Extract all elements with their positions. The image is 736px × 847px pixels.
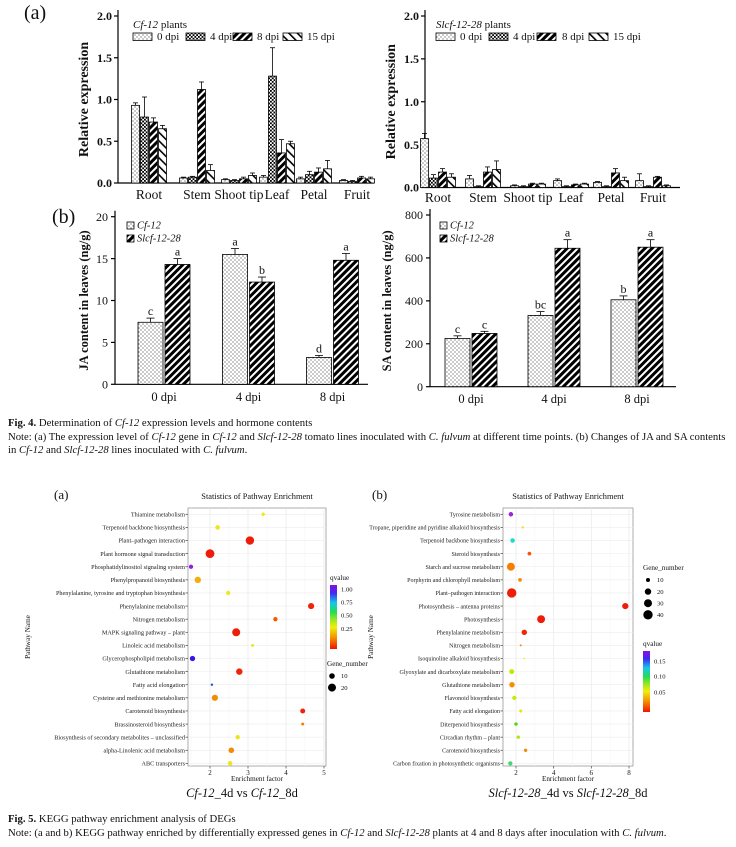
y-tick-label: 20 — [96, 209, 108, 224]
legend-swatch — [440, 235, 447, 242]
sig-letter: b — [620, 281, 627, 296]
legend-label: 0 dpi — [157, 31, 180, 43]
pathway-dot — [273, 617, 277, 621]
chart-ja-content — [0, 205, 380, 417]
fig4-caption-title: Fig. 4. Determination of Cf-12 expression levels and hormone contents — [8, 417, 313, 429]
pathway-dot — [507, 588, 516, 597]
sig-letter: bc — [534, 297, 547, 312]
pathway-label: Glutathione metabolism — [125, 668, 185, 676]
pathway-dot — [537, 615, 545, 623]
bar — [307, 357, 332, 384]
pathway-dot — [528, 552, 532, 556]
pathway-label: Terpenoid backbone biosynthesis — [102, 524, 185, 532]
y-tick-label: 200 — [405, 336, 423, 351]
category-label: Fruit — [639, 190, 667, 205]
bar — [222, 180, 230, 183]
pathway-dot — [261, 513, 264, 516]
legend-swatch — [127, 222, 134, 229]
pathway-label: Photosynthesis – antenna proteins — [418, 604, 500, 611]
x-tick-label: 4 — [284, 769, 288, 777]
y-tick-label: 0.5 — [404, 137, 419, 152]
category-label: 0 dpi — [151, 390, 177, 404]
chart-expression-cf12 — [0, 0, 380, 214]
pathway-label: Carbon fixation in photosynthetic organisms — [393, 761, 500, 768]
gene-legend-title: Gene_number — [327, 660, 368, 668]
bar — [141, 117, 149, 183]
legend-label: Slcf-12-28 — [450, 233, 494, 245]
gene-legend-label: 10 — [657, 577, 664, 585]
pathway-dot — [236, 735, 240, 739]
legend-label: Cf-12 — [137, 220, 161, 232]
y-axis-label: Relative expression — [384, 44, 399, 160]
pathway-dot — [517, 735, 520, 738]
bar — [358, 178, 366, 183]
qvalue-tick-label: 0.50 — [341, 612, 353, 620]
category-label: Fruit — [343, 187, 371, 202]
pathway-dot — [514, 722, 517, 725]
sig-letter: a — [174, 244, 181, 259]
gene-legend-dot — [328, 684, 336, 692]
category-label: Shoot tip — [503, 190, 553, 205]
gene-legend-label: 30 — [657, 600, 664, 608]
bar — [297, 179, 305, 183]
bar — [475, 187, 483, 188]
x-tick-label: 4 — [551, 769, 556, 777]
pathway-label: Plant–pathogen interaction — [118, 537, 185, 545]
pathway-label: Phenylpropanoid biosynthesis — [110, 577, 185, 585]
legend-swatch — [436, 33, 455, 41]
category-label: Root — [135, 187, 163, 202]
bar — [621, 181, 629, 188]
bar — [306, 175, 314, 183]
fig5-panel-b-label: (b) — [372, 487, 388, 502]
pathway-dot — [518, 578, 522, 582]
pathway-label: Diterpenoid biosynthesis — [440, 722, 500, 729]
y-axis-label: JA content in leaves (ng/g) — [77, 230, 91, 371]
bar — [249, 175, 257, 183]
kegg-b-comparison-label: Slcf-12-28_4d vs Slcf-12-28_8d — [488, 786, 648, 800]
qvalue-tick-label: 1.00 — [341, 586, 353, 594]
legend-label: 4 dpi — [513, 31, 536, 43]
category-label: Leaf — [558, 190, 584, 205]
legend-label: 4 dpi — [210, 31, 233, 43]
pathway-label: Phosphatidylinositol signaling system — [91, 563, 185, 571]
bar — [207, 170, 215, 183]
bar — [324, 169, 332, 183]
pathway-label: Glutathione metabolism — [442, 682, 500, 689]
sig-letter: a — [343, 239, 349, 254]
pathway-label: Glycerophospholipid metabolism — [102, 655, 185, 663]
pathway-label: Plant–pathogen interaction — [435, 591, 500, 598]
category-label: Shoot tip — [214, 187, 264, 202]
legend-label: 0 dpi — [460, 31, 483, 43]
pathway-dot — [522, 526, 524, 528]
pathway-dot — [509, 669, 514, 674]
bar — [223, 254, 248, 384]
pathway-dot — [189, 565, 193, 569]
bar — [340, 180, 348, 183]
bar-chart-ja — [77, 210, 368, 404]
bar — [349, 181, 357, 183]
pathway-label: Plant hormone signal transduction — [100, 550, 185, 558]
pathway-label: Flavonoid biosynthesis — [444, 696, 500, 703]
y-tick-label: 600 — [405, 251, 423, 266]
fig5-panel-a-label: (a) — [54, 487, 69, 502]
bar — [611, 300, 636, 387]
gene-legend-dot — [643, 610, 652, 619]
pathway-label: Glyoxylate and dicarboxylate metabolism — [399, 669, 500, 676]
bubble-chart-kegg-a — [24, 492, 368, 783]
pathway-label: Tyrosine metabolism — [449, 512, 500, 519]
pathway-dot — [308, 603, 314, 609]
pathway-label: alpha-Linolenic acid metabolism — [103, 747, 185, 755]
qvalue-tick-label: 0.15 — [654, 658, 666, 666]
chart-kegg-enrichment-cf12 — [20, 485, 380, 803]
y-tick-label: 1.5 — [404, 52, 419, 67]
pathway-dot — [301, 723, 304, 726]
legend-swatch — [186, 33, 205, 41]
fig4-caption-note-line1: Note: (a) The expression level of Cf-12 gene in Cf-12 and Slcf-12-28 tomato lines inoculated with C. fulvum at different time points. (b) Changes of JA and SA contents — [8, 431, 726, 443]
bar — [287, 144, 295, 183]
x-tick-label: 5 — [322, 769, 326, 777]
pathway-dot — [509, 682, 514, 687]
qvalue-tick-label: 0.10 — [654, 673, 666, 681]
bar — [269, 76, 277, 183]
bar — [493, 169, 501, 187]
gene-legend-label: 20 — [657, 588, 664, 596]
pathway-label: Phenylalanine metabolism — [119, 603, 185, 611]
legend-swatch — [233, 33, 252, 41]
y-tick-label: 400 — [405, 294, 423, 309]
pathway-label: Photosynthesis — [463, 617, 500, 624]
bar — [250, 282, 275, 384]
y-tick-label: 800 — [405, 208, 423, 223]
category-label: Leaf — [264, 187, 290, 202]
bar — [612, 173, 620, 188]
sig-letter: a — [564, 225, 571, 240]
x-axis-label: Enrichment factor — [230, 775, 284, 783]
chart-expression-slcf12-28 — [368, 0, 736, 214]
bar — [189, 177, 197, 183]
pathway-label: Brassinosteroid biosynthesis — [114, 721, 185, 729]
y-tick-label: 2.0 — [97, 9, 112, 24]
y-tick-label: 0.5 — [97, 134, 112, 149]
legend-label: Cf-12 — [450, 220, 474, 232]
pathway-label: MAPK signaling pathway – plant — [101, 629, 185, 637]
bar — [260, 177, 268, 183]
y-tick-label: 0 — [102, 377, 108, 392]
category-label: Petal — [300, 187, 328, 202]
legend-swatch — [133, 33, 152, 41]
x-tick-label: 8 — [627, 769, 631, 777]
y-tick-label: 10 — [96, 293, 108, 308]
pathway-dot — [206, 549, 215, 558]
pathway-dot — [229, 747, 235, 753]
y-axis-label: Relative expression — [77, 41, 92, 158]
pathway-dot — [195, 577, 201, 583]
category-label: Stem — [183, 187, 211, 202]
gene-legend-label: 10 — [341, 673, 348, 681]
bar — [159, 129, 167, 183]
bubble-chart-kegg-b — [367, 492, 684, 783]
pathway-dot — [300, 708, 305, 713]
sig-letter: a — [232, 234, 238, 249]
pathway-label: Phenylalanine, tyrosine and tryptophan biosynthesis — [55, 590, 185, 598]
legend-label: 8 dpi — [257, 31, 280, 43]
bar — [654, 177, 662, 187]
legend-swatch — [127, 235, 134, 242]
pathway-dot — [520, 644, 522, 646]
sig-letter: a — [647, 225, 654, 240]
pathway-dot — [190, 656, 195, 661]
pathway-label: Cysteine and methionine metabolism — [93, 695, 185, 703]
pathway-dot — [246, 536, 254, 544]
bar — [132, 105, 140, 183]
pathway-dot — [510, 538, 515, 543]
bar — [138, 322, 163, 384]
y-tick-label: 0 — [417, 379, 423, 394]
gene-legend-dot — [329, 673, 335, 679]
bar-chart-expr-slcf — [384, 9, 680, 205]
pathway-dot — [236, 668, 242, 674]
x-tick-label: 3 — [246, 769, 250, 777]
bar — [278, 153, 286, 183]
y-axis-label: Pathway Name — [24, 615, 32, 659]
pathway-dot — [522, 630, 527, 635]
fig4-panel-b-label: (b) — [52, 206, 76, 228]
bar — [334, 260, 359, 384]
y-axis-label: Pathway Name — [367, 615, 375, 659]
pathway-label: Tropane, piperidine and pyridine alkaloid biosynthesis — [369, 525, 500, 532]
bar — [520, 187, 528, 188]
y-tick-label: 1.5 — [97, 50, 112, 65]
pathway-label: Biosynthesis of secondary metabolites – unclassified — [54, 734, 185, 742]
sig-letter: c — [481, 317, 488, 332]
pathway-dot — [228, 761, 233, 766]
bar — [638, 247, 663, 387]
legend-title: Slcf-12-28 plants — [436, 19, 511, 31]
pathway-dot — [211, 684, 213, 686]
sig-letter: c — [147, 304, 154, 319]
pathway-dot — [507, 563, 515, 571]
bar — [581, 184, 589, 187]
pathway-dot — [212, 695, 218, 701]
legend-label: 8 dpi — [562, 31, 585, 43]
bar — [439, 172, 447, 187]
pathway-label: Porphyrin and chlorophyll metabolism — [407, 578, 500, 585]
pathway-label: Fatty acid elongation — [132, 681, 185, 689]
category-label: 4 dpi — [235, 390, 262, 404]
category-label: 0 dpi — [458, 392, 484, 406]
bar — [198, 89, 206, 183]
legend-label: 15 dpi — [307, 31, 335, 43]
panel — [503, 508, 633, 766]
bar — [448, 177, 456, 187]
legend-label: Slcf-12-28 — [137, 233, 181, 245]
chart-title: Statistics of Pathway Enrichment — [201, 492, 313, 501]
pathway-dot — [251, 644, 254, 647]
legend-swatch — [589, 33, 608, 41]
pathway-dot — [524, 658, 526, 660]
bar — [180, 178, 188, 183]
legend-swatch — [489, 33, 508, 41]
kegg-a-comparison-label: Cf-12_4d vs Cf-12_8d — [186, 786, 298, 800]
qvalue-tick-label: 0.75 — [341, 599, 353, 607]
pathway-label: Terpenoid backbone biosynthesis — [420, 538, 500, 545]
x-axis-label: Enrichment factor — [541, 775, 595, 783]
gene-legend-label: 20 — [341, 684, 348, 692]
gene-legend-dot — [644, 599, 652, 607]
fig4-panel-a-label: (a) — [24, 2, 47, 24]
pathway-dot — [622, 603, 628, 609]
bar — [421, 139, 429, 188]
x-tick-label: 2 — [208, 769, 212, 777]
category-label: Root — [424, 190, 452, 205]
bar — [165, 264, 190, 384]
fig5-caption-note: Note: (a and b) KEGG pathway enriched by differentially expressed genes in Cf-12 and Slcf-12-28 plants at 4 and 8 days after inoculation with C. fulvum. — [8, 827, 667, 839]
pathway-label: Thiamine metabolism — [130, 511, 185, 519]
pathway-label: Nitrogen metabolism — [132, 616, 185, 624]
pathway-label: Carotenoid biosynthesis — [125, 708, 185, 716]
bar — [603, 187, 611, 188]
bar — [466, 179, 474, 188]
sig-letter: c — [454, 321, 461, 336]
qvalue-gradient — [330, 585, 337, 649]
bar — [529, 184, 537, 187]
pathway-label: Phenylalanine metabolism — [436, 630, 500, 637]
y-tick-label: 1.0 — [97, 92, 112, 107]
category-label: Petal — [597, 190, 625, 205]
gene-legend-dot — [645, 588, 651, 594]
bar-chart-expr-cf12 — [77, 9, 375, 202]
pathway-label: Isoquinoline alkaloid biosynthesis — [418, 656, 500, 663]
category-label: Stem — [469, 190, 497, 205]
gene-legend-label: 40 — [657, 612, 664, 619]
category-label: 8 dpi — [624, 392, 650, 406]
bar — [594, 182, 602, 187]
chart-sa-content — [368, 205, 736, 417]
bar — [663, 186, 671, 188]
pathway-dot — [519, 709, 522, 712]
y-tick-label: 5 — [102, 335, 108, 350]
legend-title: Cf-12 plants — [133, 19, 188, 31]
y-axis-label: SA content in leaves (ng/g) — [380, 230, 394, 372]
pathway-label: Fatty acid elongation — [449, 709, 500, 716]
category-label: 4 dpi — [541, 392, 567, 406]
pathway-label: Linoleic acid metabolism — [122, 642, 185, 650]
y-tick-label: 2.0 — [404, 9, 419, 24]
legend-swatch — [537, 33, 556, 41]
bar — [315, 172, 323, 183]
legend-label: 15 dpi — [613, 31, 641, 43]
sig-letter: d — [316, 341, 322, 356]
fig4-caption-note-line2: in Cf-12 and Slcf-12-28 lines inoculated with C. fulvum. — [8, 444, 248, 456]
pathway-label: Steroid biosynthesis — [451, 551, 500, 558]
bar — [555, 248, 580, 386]
pathway-label: Carotenoid biosynthesis — [442, 748, 500, 755]
bar — [240, 179, 248, 183]
bar — [484, 172, 492, 187]
y-tick-label: 0.0 — [97, 176, 112, 191]
pathway-dot — [508, 761, 512, 765]
bar — [231, 180, 239, 183]
bar — [572, 185, 580, 188]
fig5-caption-title: Fig. 5. KEGG pathway enrichment analysis of DEGs — [8, 813, 236, 825]
bar — [554, 181, 562, 188]
pathway-dot — [232, 628, 240, 636]
pathway-dot — [509, 512, 514, 517]
bar — [563, 187, 571, 188]
bar — [511, 186, 519, 188]
bar-chart-sa — [380, 208, 676, 406]
pathway-dot — [215, 525, 220, 530]
category-label: 8 dpi — [319, 390, 346, 404]
qvalue-tick-label: 0.05 — [654, 689, 666, 697]
gene-legend-title: Gene_number — [643, 564, 684, 572]
pathway-dot — [524, 749, 527, 752]
pathway-dot — [512, 696, 516, 700]
bar — [636, 181, 644, 188]
legend-swatch — [440, 222, 447, 229]
bar — [645, 187, 653, 188]
qvalue-legend-title: qvalue — [643, 640, 663, 648]
y-tick-label: 0.0 — [404, 180, 419, 195]
bar — [445, 338, 470, 386]
legend-swatch — [283, 33, 302, 41]
bar — [472, 333, 497, 386]
pathway-label: ABC transporters — [141, 760, 185, 768]
pathway-label: Circadian rhythm – plant — [439, 735, 500, 742]
bar — [538, 184, 546, 187]
x-tick-label: 6 — [589, 769, 594, 777]
pathway-label: Nitrogen metabolism — [449, 643, 500, 650]
chart-title: Statistics of Pathway Enrichment — [512, 492, 624, 501]
bar — [430, 178, 438, 187]
sig-letter: b — [259, 263, 265, 278]
bar — [528, 315, 553, 386]
x-tick-label: 2 — [514, 769, 518, 777]
pathway-label: Starch and sucrose metabolism — [425, 564, 500, 571]
gene-legend-dot — [646, 578, 650, 582]
y-tick-label: 15 — [96, 251, 108, 266]
bar — [150, 122, 158, 183]
pathway-dot — [226, 591, 230, 595]
qvalue-tick-label: 0.25 — [341, 626, 353, 634]
qvalue-legend-title: qvalue — [330, 574, 350, 582]
chart-kegg-enrichment-slcf12-28 — [365, 485, 736, 803]
qvalue-gradient — [643, 651, 650, 712]
y-tick-label: 1.0 — [404, 94, 419, 109]
